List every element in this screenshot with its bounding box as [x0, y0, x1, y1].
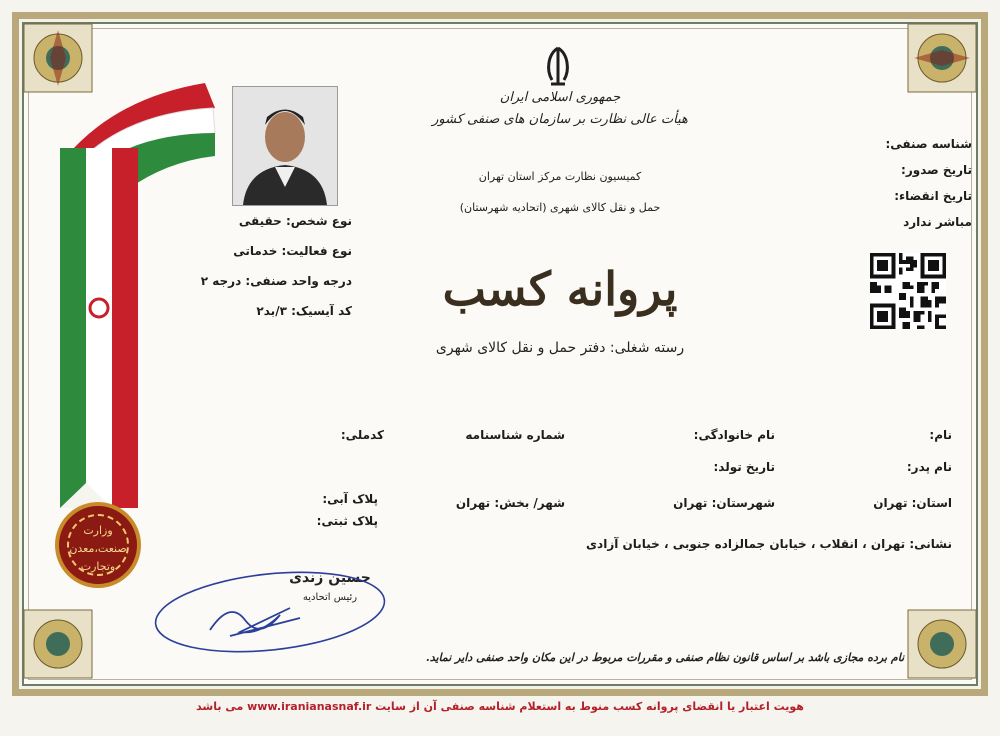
family-field: نام خانوادگی: — [693, 428, 775, 442]
holder-photo — [232, 86, 338, 206]
isic-code: کد آیسیک: ۳/بد۲ — [256, 304, 352, 318]
header-union: حمل و نقل کالای شهری (اتحادیه شهرستان) — [459, 201, 661, 214]
expiry-date-label: تاریخ انقضاء: — [894, 189, 972, 203]
seal-text — [67, 514, 129, 576]
issue-date-label: تاریخ صدور: — [901, 163, 972, 177]
header-commission: کمیسیون نظارت مرکز استان تهران — [478, 170, 642, 183]
ministry-seal — [55, 502, 141, 588]
corner-ornament-icon — [906, 22, 978, 94]
father-field: نام پدر: — [906, 460, 952, 474]
header-board: هیأت عالی نظارت بر سازمان های صنفی کشور — [432, 112, 688, 127]
signature-icon — [150, 560, 400, 655]
national-code-field: کدملی: — [340, 428, 384, 442]
header-republic: جمهوری اسلامی ایران — [499, 90, 621, 105]
signer-name: حسین زندی — [289, 570, 371, 586]
corner-ornament-icon — [906, 608, 978, 680]
qr-code-icon — [870, 253, 946, 329]
activity-type: نوع فعالیت: خدماتی — [233, 244, 352, 258]
seal-line-2: صنعت،معدن — [69, 542, 127, 555]
person-photo-icon — [233, 87, 337, 205]
county-field: شهرستان: تهران — [673, 496, 775, 510]
bottom-note: نام برده مجازی باشد بر اساس قانون نظام صنفی و مقررات مربوط در این مکان واحد صنفی دایر نماید. — [425, 651, 905, 664]
corner-ornament-icon — [22, 608, 94, 680]
blue-plate-field: پلاک آبی: — [322, 492, 378, 506]
manager-label: مباشر ندارد — [903, 215, 972, 229]
footer-note: هویت اعتبار یا انقضای پروانه کسب منوط به استعلام شناسه صنفی آن از سایت www.iranianasnaf.ir می باشد — [196, 700, 804, 713]
page-title: پروانه کسب — [442, 262, 678, 316]
guild-id-label: شناسه صنفی: — [885, 137, 972, 151]
page-subtitle: رسته شغلی: دفتر حمل و نقل کالای شهری — [435, 340, 685, 356]
flag-ribbon-icon — [55, 78, 220, 518]
registered-plate-field: پلاک ثبتی: — [316, 514, 378, 528]
city-field: شهر/ بخش: تهران — [455, 496, 565, 510]
unit-grade: درجه واحد صنفی: درجه ۲ — [200, 274, 352, 288]
province-field: استان: تهران — [873, 496, 952, 510]
iran-emblem-icon — [538, 44, 578, 88]
name-field: نام: — [929, 428, 952, 442]
signer-role: رئیس اتحادیه — [302, 592, 358, 603]
person-type: نوع شخص: حقیقی — [238, 214, 352, 228]
address-field: نشانی: تهران ، انقلاب ، خیابان جمالزاده جنوبی ، خیابان آزادی — [586, 537, 952, 551]
id-number-field: شماره شناسنامه — [465, 428, 565, 442]
seal-line-1: وزارت — [83, 524, 113, 537]
birth-date-field: تاریخ تولد: — [713, 460, 775, 474]
seal-line-3: وتجارت — [80, 560, 116, 573]
